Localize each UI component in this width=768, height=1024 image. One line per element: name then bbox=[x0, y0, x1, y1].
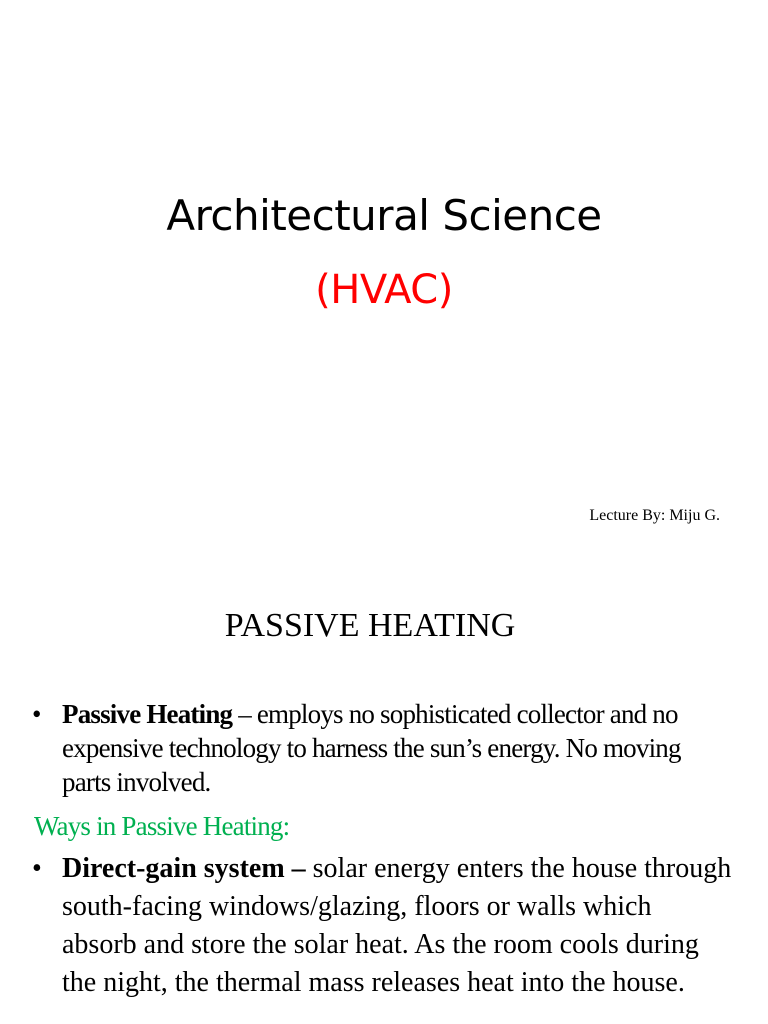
slide-title: Architectural Science bbox=[166, 191, 602, 240]
bullet-description: – employs no sophisticated collector and no expensive technology to harness the sun’s energy. No moving parts involved. bbox=[62, 699, 681, 797]
bullet-text bbox=[62, 850, 732, 1002]
ways-heading: Ways in Passive Heating: bbox=[34, 811, 290, 841]
bullet-term: Passive Heating bbox=[62, 699, 233, 729]
bullet-direct-gain bbox=[32, 850, 732, 1002]
bullet-term: Direct-gain system – bbox=[62, 853, 306, 884]
bullet-text bbox=[62, 697, 732, 799]
bullet-dot: • bbox=[32, 699, 41, 729]
bullet-description: solar energy enters the house through south-facing windows/glazing, floors or walls which absorb and store the solar heat. As the room cools during the night, the thermal mass releases heat into the house. bbox=[62, 853, 732, 998]
section-heading: PASSIVE HEATING bbox=[224, 607, 516, 644]
lecture-credit: Lecture By: Miju G. bbox=[589, 507, 720, 524]
bullet-dot: • bbox=[32, 853, 42, 884]
slide-subtitle: (HVAC) bbox=[315, 267, 453, 313]
bullet-passive-heating bbox=[32, 697, 732, 799]
